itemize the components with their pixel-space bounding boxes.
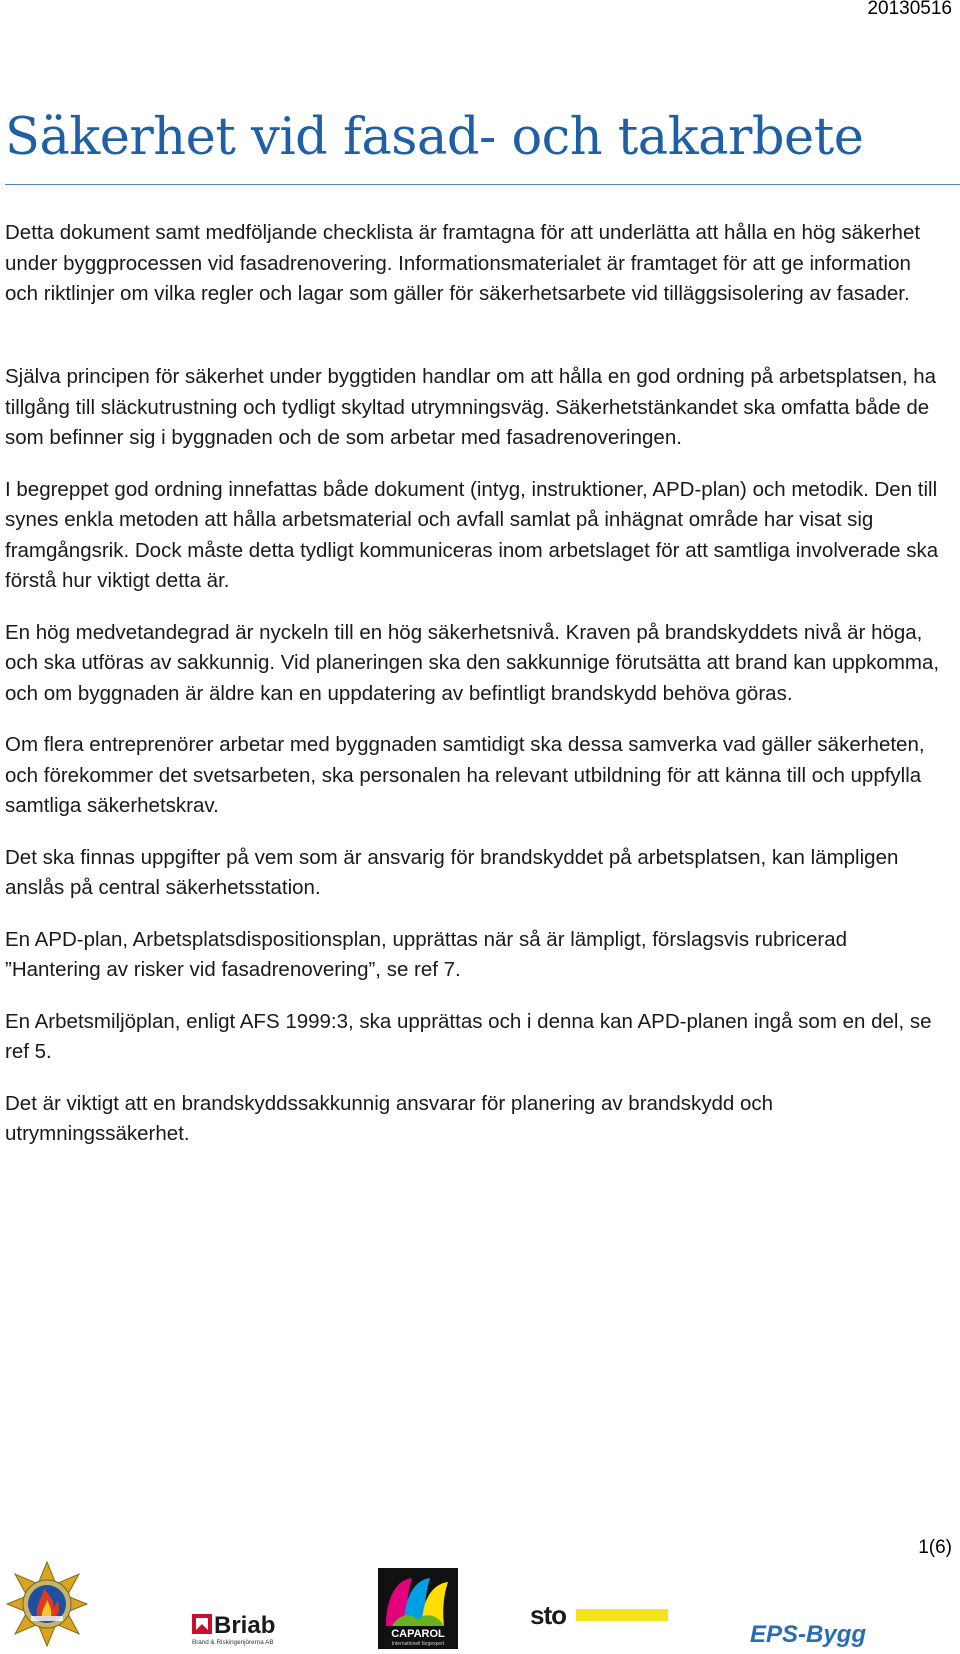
body-text: [5, 362, 945, 1171]
briab-logo-mark: [192, 1608, 304, 1649]
fire-crest-logo: [6, 1560, 88, 1649]
sto-logo: [530, 1604, 668, 1630]
caparol-logo-tagline: Internationell färgexpert: [391, 1641, 445, 1647]
body-paragraph: Det är viktigt att en brandskyddssakkunnig ansvarar för planering av brandskydd och utrymningssäkerhet.: [5, 1091, 774, 1145]
caparol-logo: [378, 1568, 458, 1649]
body-paragraph: En Arbetsmiljöplan, enligt AFS 1999:3, ska upprättas och i denna kan APD-planen ingå som en del, se ref 5.: [5, 1009, 932, 1063]
eps-bygg-logo: [750, 1618, 875, 1649]
document-date: 20130516: [867, 0, 952, 19]
briab-logo: [192, 1608, 304, 1649]
page-number: 1(6): [918, 1537, 952, 1558]
body-paragraph: Det ska finnas uppgifter på vem som är ansvarig för brandskyddet på arbetsplatsen, kan lämpligen anslås på central säkerhetsstation.: [5, 845, 899, 899]
footer-logos: [0, 1560, 960, 1649]
body-paragraph: Själva principen för säkerhet under byggtiden handlar om att hålla en god ordning på arbetsplatsen, ha tillgång till släckutrustning och tydligt skyltad utrymningsväg. Säkerhetstänkandet ska omfatta både de som befinner sig i byggnaden och de som arbetar med fasadrenoveringen.: [5, 365, 937, 449]
caparol-logo-name: CAPAROL: [391, 1628, 445, 1640]
intro-paragraph: Detta dokument samt medföljande checklista är framtagna för att underlätta att hålla en hög säkerhet under byggprocessen vid fasadrenovering. Informationsmaterialet är framtaget för att ge information och riktlinjer om vilka regler och lagar som gäller för säkerhetsarbete vid tilläggsisolering av fasader.: [5, 221, 921, 305]
body-paragraph: Om flera entreprenörer arbetar med byggnaden samtidigt ska dessa samverka vad gäller säkerheten, och förekommer det svetsarbeten, ska personalen ha relevant utbildning för att känna till och uppfylla samtliga säkerhetskrav.: [5, 733, 925, 817]
title-underline: [5, 184, 960, 185]
body-paragraph: En hög medvetandegrad är nyckeln till en hög säkerhetsnivå. Kraven på brandskyddets nivå är höga, och ska utföras av sakkunnig. Vid planeringen ska den sakkunnige förutsätta att brand kan uppkomma, och om byggnaden är äldre kan en uppdatering av befintligt brandskydd behöva göras.: [5, 620, 940, 705]
eps-bygg-logo-name: EPS-Bygg: [750, 1621, 867, 1648]
document-title: Säkerhet vid fasad- och takarbete: [5, 108, 864, 167]
body-paragraph: I begreppet god ordning innefattas både dokument (intyg, instruktioner, APD-plan) och metodik. Den till synes enkla metoden att hålla arbetsmaterial och avfall samlat på inhägnat område har visat sig framgångsrik. Dock måste detta tydligt kommuniceras inom arbetslaget för att samtliga involverade ska förstå hur viktigt detta är.: [5, 477, 939, 592]
sto-logo-name: sto: [530, 1604, 566, 1630]
body-paragraph: En APD-plan, Arbetsplatsdispositionsplan, upprättas när så är lämpligt, förslagsvis rubricerad ”Hantering av risker vid fasadrenovering”, se ref 7.: [5, 927, 848, 981]
briab-logo-name: Briab: [214, 1612, 276, 1639]
briab-logo-tagline: Brand & Riskingenjörerna AB: [192, 1639, 274, 1646]
